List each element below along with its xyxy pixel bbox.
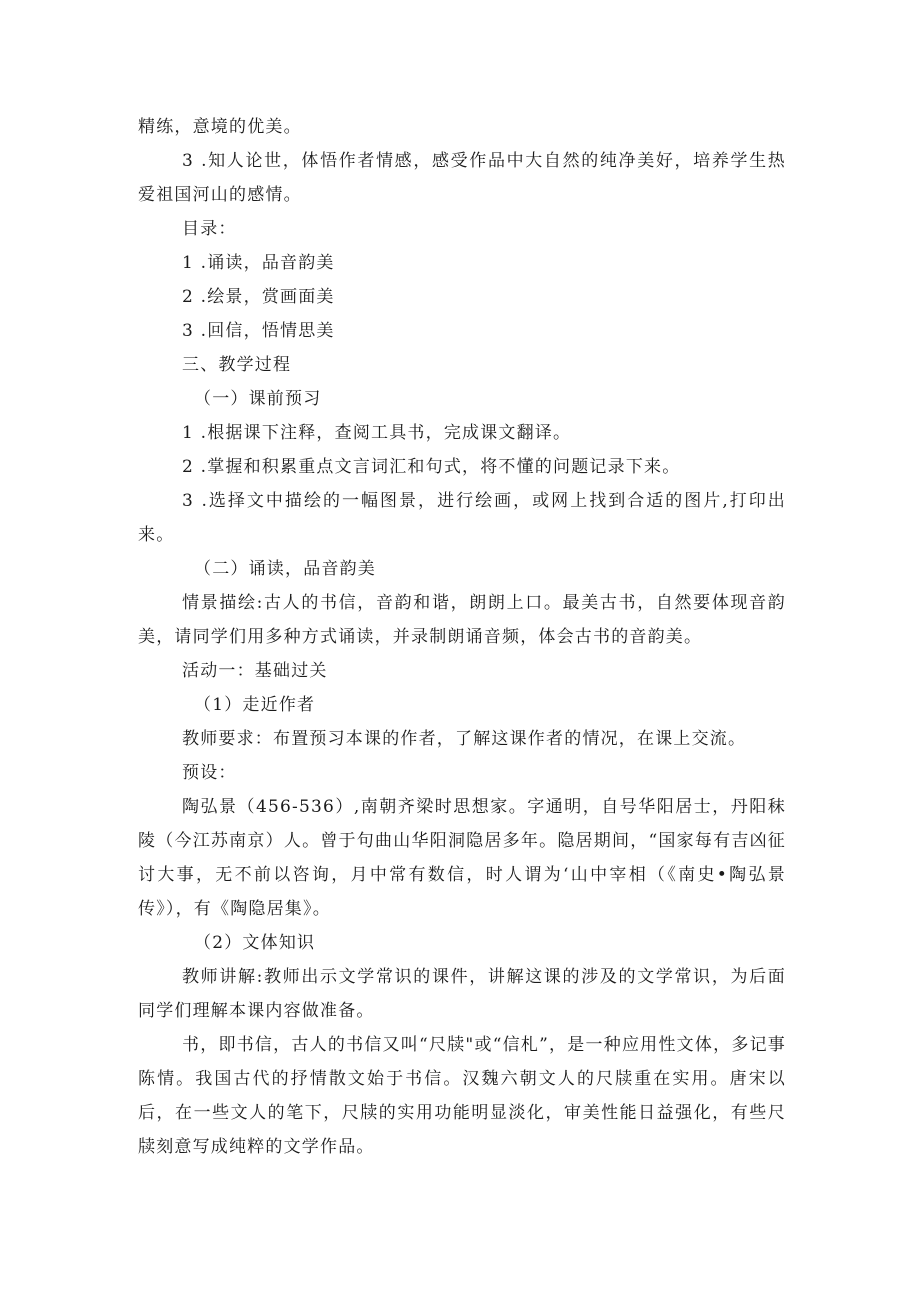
paragraph-4: 1 .诵读，品音韵美 bbox=[182, 253, 335, 273]
paragraph-20: 教师讲解:教师出示文学常识的课件，讲解这课的涉及的文学常识，为后面同学们理解本课内容做准备。 bbox=[138, 967, 786, 1021]
subsection-heading-preview: （一）课前预习 bbox=[194, 389, 322, 409]
sub-item-genre: （2）文体知识 bbox=[194, 933, 316, 953]
paragraph-author-bio: 陶弘景（456-536）,南朝齐梁时思想家。字通明，自号华阳居士，丹阳秣陵（今江苏南京）人。曾于句曲山华阳洞隐居多年。隐居期间，“国家每有吉凶征讨大事，无不前以咨询，月中常有数信，时人谓为‘山中宰相（《南史•陶弘景传》），有《陶隐居集》。 bbox=[138, 797, 786, 919]
activity-heading: 活动一：基础过关 bbox=[182, 661, 328, 681]
paragraph-16: 教师要求：布置预习本课的作者，了解这课作者的情况，在课上交流。 bbox=[182, 729, 747, 749]
paragraph-17: 预设： bbox=[182, 763, 237, 783]
paragraph-5: 2 .绘景，赏画面美 bbox=[182, 287, 335, 307]
sub-item-author: （1）走近作者 bbox=[194, 695, 316, 715]
document-body bbox=[138, 110, 786, 1164]
paragraph-11: 3 .选择文中描绘的一幅图景，进行绘画，或网上找到合适的图片,打印出来。 bbox=[138, 491, 786, 545]
paragraph-13: 情景描绘:古人的书信，音韵和谐，朗朗上口。最美古书，自然要体现音韵美，请同学们用多种方式诵读，并录制朗诵音频，体会古书的音韵美。 bbox=[138, 593, 786, 647]
paragraph-6: 3 .回信，悟情思美 bbox=[182, 321, 335, 341]
paragraph-2: 3 .知人论世，体悟作者情感，感受作品中大自然的纯净美好，培养学生热爱祖国河山的感情。 bbox=[138, 151, 786, 205]
paragraph-3: 目录： bbox=[182, 219, 237, 239]
paragraph-letters: 书，即书信，古人的书信又叫“尺牍"或“信札”，是一种应用性文体，多记事陈情。我国古代的抒情散文始于书信。汉魏六朝文人的尺牍重在实用。唐宋以后，在一些文人的笔下，尺牍的实用功能明显淡化，审美性能日益强化，有些尺牍刻意写成纯粹的文学作品。 bbox=[138, 1035, 786, 1157]
section-heading-teaching-process: 三、教学过程 bbox=[182, 355, 292, 375]
paragraph-1: 精练，意境的优美。 bbox=[138, 117, 302, 137]
paragraph-9: 1 .根据课下注释，查阅工具书，完成课文翻译。 bbox=[182, 423, 572, 443]
paragraph-10: 2 .掌握和积累重点文言词汇和句式，将不懂的问题记录下来。 bbox=[182, 457, 681, 477]
subsection-heading-reading: （二）诵读，品音韵美 bbox=[194, 559, 376, 579]
